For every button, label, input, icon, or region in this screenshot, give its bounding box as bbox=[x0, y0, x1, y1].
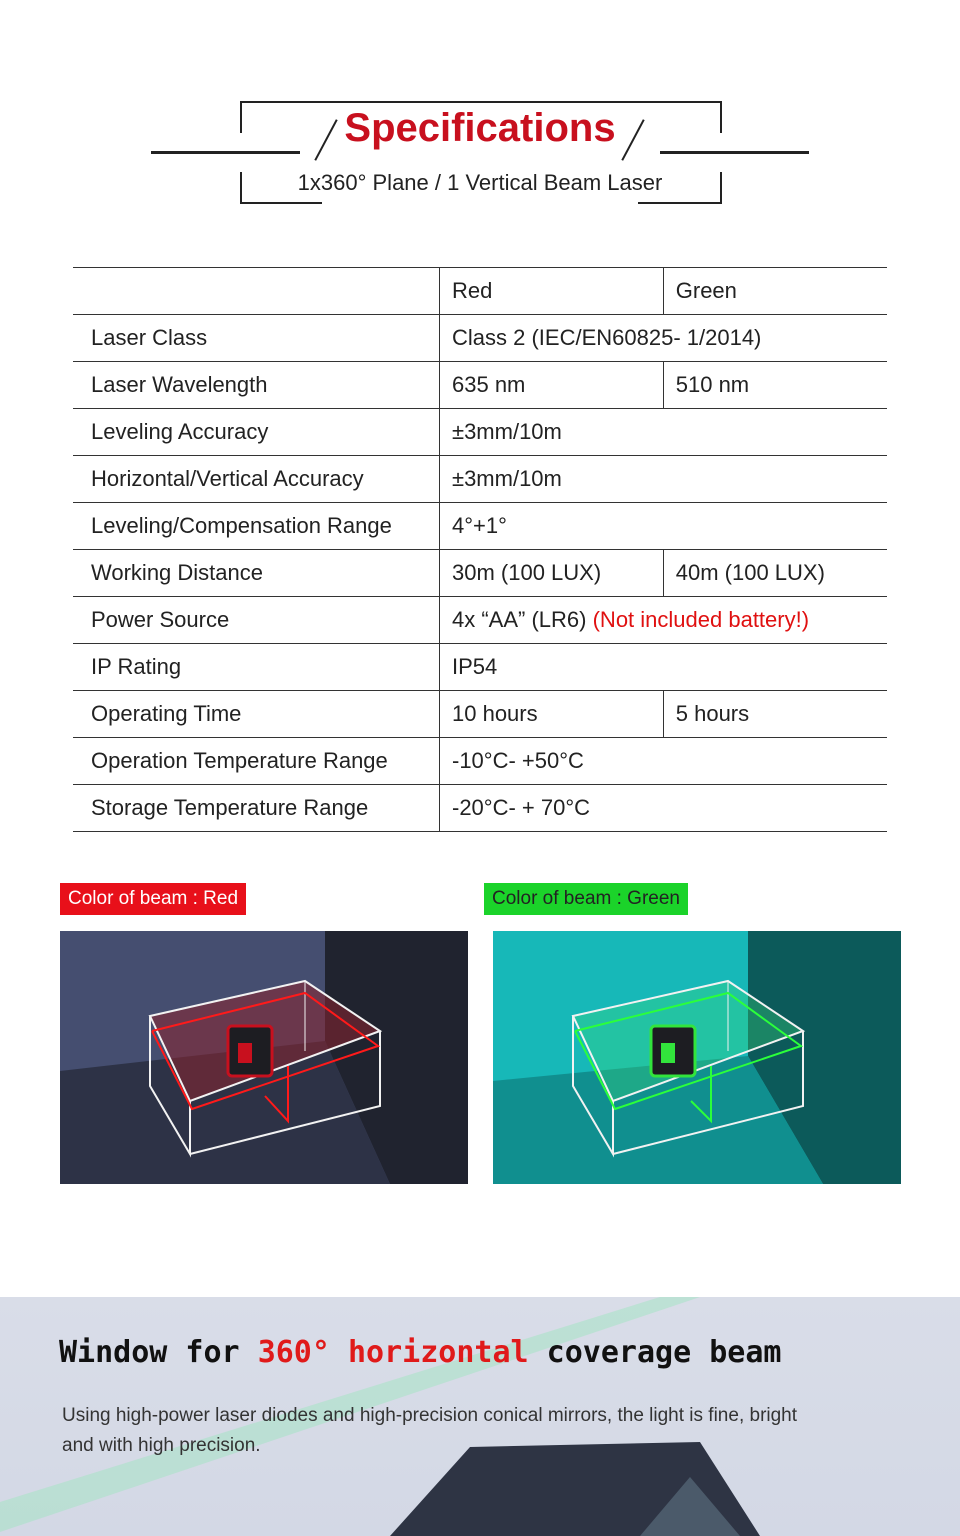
green-beam-label: Color of beam : Green bbox=[484, 883, 688, 915]
frame-gap bbox=[322, 195, 638, 205]
header-red: Red bbox=[440, 268, 664, 315]
green-beam-scene bbox=[493, 931, 901, 1184]
title-rule-right bbox=[660, 151, 809, 154]
row-value: ±3mm/10m bbox=[440, 409, 888, 456]
row-value-red: 30m (100 LUX) bbox=[440, 550, 664, 597]
table-row bbox=[73, 362, 887, 409]
green-beam-illustration bbox=[493, 931, 901, 1184]
table-row bbox=[73, 644, 887, 691]
row-label: Operation Temperature Range bbox=[73, 738, 440, 785]
row-label: Laser Class bbox=[73, 315, 440, 362]
promo-title-pre: Window for bbox=[59, 1335, 258, 1370]
row-label: IP Rating bbox=[73, 644, 440, 691]
page-subtitle: 1x360° Plane / 1 Vertical Beam Laser bbox=[297, 170, 663, 195]
table-row bbox=[73, 456, 887, 503]
table-row bbox=[73, 503, 887, 550]
promo-title-highlight: 360° horizontal bbox=[257, 1335, 529, 1370]
spec-table bbox=[73, 267, 887, 832]
table-row bbox=[73, 597, 887, 644]
table-row bbox=[73, 315, 887, 362]
row-value: IP54 bbox=[440, 644, 888, 691]
row-value-green: 510 nm bbox=[663, 362, 887, 409]
table-row bbox=[73, 409, 887, 456]
red-beam-illustration bbox=[60, 931, 468, 1184]
row-value: -20°C- + 70°C bbox=[440, 785, 888, 832]
row-value bbox=[440, 597, 888, 644]
row-label: Horizontal/Vertical Accuracy bbox=[73, 456, 440, 503]
row-value: -10°C- +50°C bbox=[440, 738, 888, 785]
row-label: Operating Time bbox=[73, 691, 440, 738]
red-beam-scene bbox=[60, 931, 468, 1184]
table-row bbox=[73, 785, 887, 832]
header-green: Green bbox=[663, 268, 887, 315]
row-value-green: 40m (100 LUX) bbox=[663, 550, 887, 597]
coverage-beam-section bbox=[0, 1297, 960, 1536]
promo-title-post: coverage beam bbox=[528, 1335, 782, 1370]
row-value-green: 5 hours bbox=[663, 691, 887, 738]
header-empty-cell bbox=[73, 268, 440, 315]
row-label: Leveling Accuracy bbox=[73, 409, 440, 456]
page-title: Specifications bbox=[344, 106, 616, 150]
row-label: Working Distance bbox=[73, 550, 440, 597]
row-value-red: 10 hours bbox=[440, 691, 664, 738]
row-value: 4°+1° bbox=[440, 503, 888, 550]
row-label: Laser Wavelength bbox=[73, 362, 440, 409]
battery-warning: (Not included battery!) bbox=[592, 607, 810, 632]
table-header-row bbox=[73, 268, 887, 315]
row-label: Leveling/Compensation Range bbox=[73, 503, 440, 550]
row-label: Storage Temperature Range bbox=[73, 785, 440, 832]
row-value-red: 635 nm bbox=[440, 362, 664, 409]
promo-description: Using high-power laser diodes and high-precision conical mirrors, the light is fine, bright and with high precision. bbox=[62, 1405, 798, 1456]
row-value: ±3mm/10m bbox=[440, 456, 888, 503]
title-rule-left bbox=[151, 151, 300, 154]
table-row bbox=[73, 691, 887, 738]
specifications-header bbox=[0, 0, 960, 240]
table-row bbox=[73, 550, 887, 597]
power-value: 4x “AA” (LR6) bbox=[452, 607, 587, 632]
promo-title bbox=[59, 1335, 782, 1370]
red-beam-label: Color of beam : Red bbox=[60, 883, 246, 915]
row-label: Power Source bbox=[73, 597, 440, 644]
row-value: Class 2 (IEC/EN60825- 1/2014) bbox=[440, 315, 888, 362]
table-row bbox=[73, 738, 887, 785]
